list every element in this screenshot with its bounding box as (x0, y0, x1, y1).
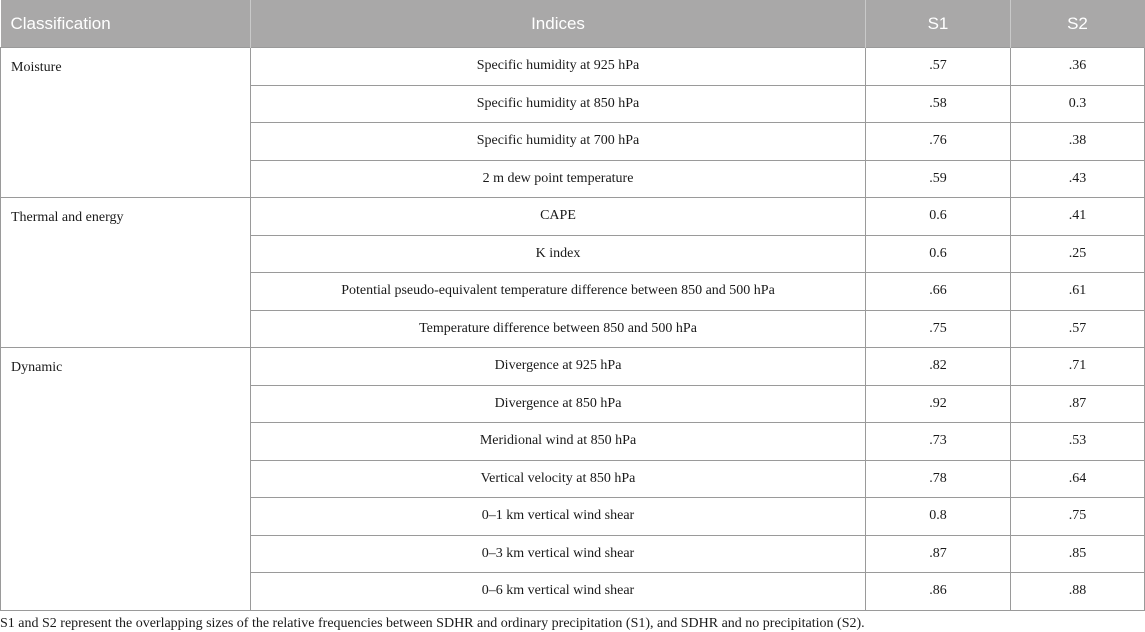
table-footnote: S1 and S2 represent the overlapping sizes of the relative frequencies between SDHR and ordinary precipitation (S1), and SDHR and no precipitation (S2). (0, 616, 865, 631)
index-cell: Specific humidity at 850 hPa (251, 85, 866, 123)
s1-cell: .59 (866, 160, 1011, 198)
classification-cell: Dynamic (1, 348, 251, 611)
index-cell: 0–1 km vertical wind shear (251, 498, 866, 536)
header-s2: S2 (1011, 1, 1145, 48)
s2-cell: .38 (1011, 123, 1145, 161)
index-cell: Vertical velocity at 850 hPa (251, 460, 866, 498)
index-cell: K index (251, 235, 866, 273)
s1-cell: .87 (866, 535, 1011, 573)
s2-cell: .85 (1011, 535, 1145, 573)
header-indices: Indices (251, 1, 866, 48)
s2-cell: .57 (1011, 310, 1145, 348)
index-cell: 2 m dew point temperature (251, 160, 866, 198)
s1-cell: .66 (866, 273, 1011, 311)
index-cell: CAPE (251, 198, 866, 236)
classification-cell: Thermal and energy (1, 198, 251, 348)
s2-cell: .25 (1011, 235, 1145, 273)
s1-cell: .82 (866, 348, 1011, 386)
s2-cell: .87 (1011, 385, 1145, 423)
s2-cell: .88 (1011, 573, 1145, 611)
s1-cell: .58 (866, 85, 1011, 123)
s1-cell: 0.6 (866, 235, 1011, 273)
header-s1: S1 (866, 1, 1011, 48)
table-header (1, 1, 1145, 48)
s1-cell: .92 (866, 385, 1011, 423)
index-cell: Specific humidity at 925 hPa (251, 48, 866, 86)
s1-cell: 0.6 (866, 198, 1011, 236)
s1-cell: .73 (866, 423, 1011, 461)
table-row (1, 348, 1145, 386)
table-row (1, 198, 1145, 236)
s2-cell: .61 (1011, 273, 1145, 311)
index-cell: Divergence at 925 hPa (251, 348, 866, 386)
s2-cell: .64 (1011, 460, 1145, 498)
s2-cell: .36 (1011, 48, 1145, 86)
s2-cell: .41 (1011, 198, 1145, 236)
table-body (1, 48, 1145, 611)
index-cell: Divergence at 850 hPa (251, 385, 866, 423)
classification-cell: Moisture (1, 48, 251, 198)
index-cell: 0–6 km vertical wind shear (251, 573, 866, 611)
s1-cell: .57 (866, 48, 1011, 86)
index-cell: Specific humidity at 700 hPa (251, 123, 866, 161)
index-cell: Temperature difference between 850 and 500 hPa (251, 310, 866, 348)
s2-cell: .43 (1011, 160, 1145, 198)
index-cell: Potential pseudo-equivalent temperature difference between 850 and 500 hPa (251, 273, 866, 311)
s2-cell: 0.3 (1011, 85, 1145, 123)
s2-cell: .75 (1011, 498, 1145, 536)
s1-cell: .86 (866, 573, 1011, 611)
s2-cell: .71 (1011, 348, 1145, 386)
header-row (1, 1, 1145, 48)
s1-cell: 0.8 (866, 498, 1011, 536)
table-row (1, 48, 1145, 86)
header-classification: Classification (1, 1, 251, 48)
index-cell: Meridional wind at 850 hPa (251, 423, 866, 461)
s1-cell: .75 (866, 310, 1011, 348)
index-cell: 0–3 km vertical wind shear (251, 535, 866, 573)
s1-cell: .76 (866, 123, 1011, 161)
s1-cell: .78 (866, 460, 1011, 498)
s2-cell: .53 (1011, 423, 1145, 461)
